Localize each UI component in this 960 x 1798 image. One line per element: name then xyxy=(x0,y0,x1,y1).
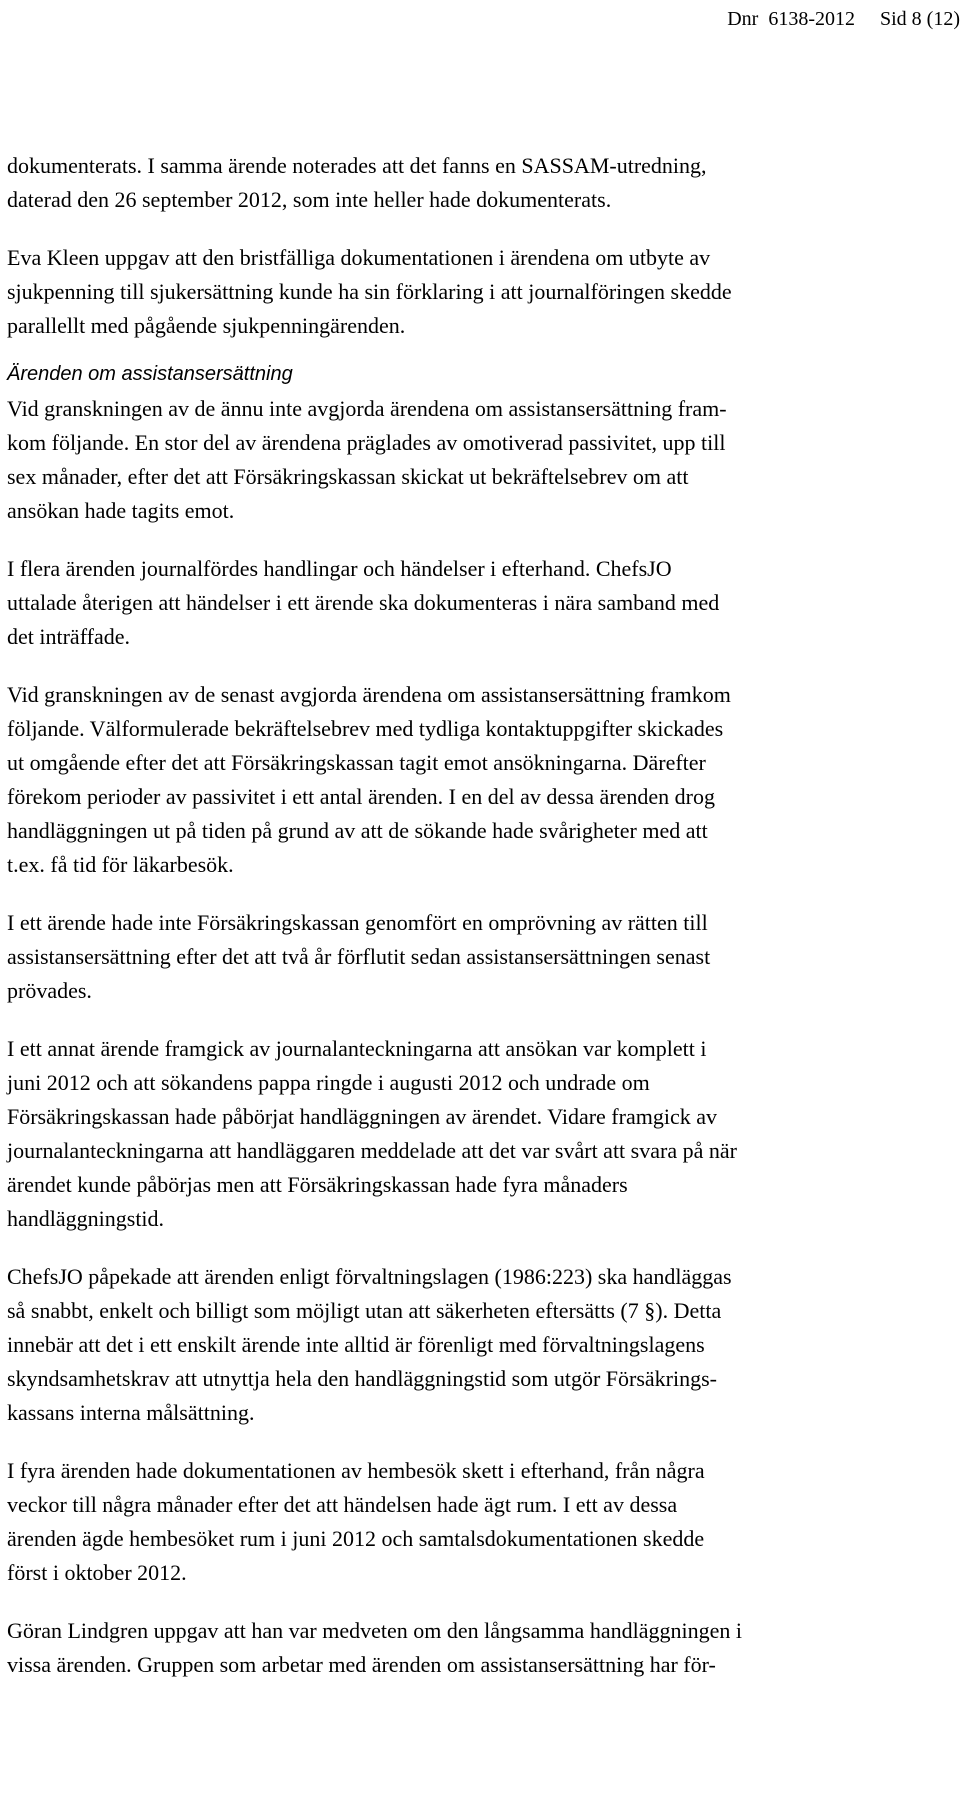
text-line: kassans interna målsättning. xyxy=(7,1400,255,1425)
text-line: så snabbt, enkelt och billigt som möjligt utan att säkerheten eftersätts (7 §). Detta xyxy=(7,1298,722,1323)
paragraph xyxy=(7,149,947,217)
text-line: uttalade återigen att händelser i ett ärende ska dokumenteras i nära samband med xyxy=(7,590,720,615)
text-line: ärendet kunde påbörjas men att Försäkringskassan hade fyra månaders xyxy=(7,1172,628,1197)
text-line: ChefsJO påpekade att ärenden enligt förvaltningslagen (1986:223) ska handläggas xyxy=(7,1264,732,1289)
text-line: vissa ärenden. Gruppen som arbetar med ärenden om assistansersättning har för- xyxy=(7,1652,716,1677)
text-line: Försäkringskassan hade påbörjat handläggningen av ärendet. Vidare framgick av xyxy=(7,1104,717,1129)
text-line: I ett annat ärende framgick av journalanteckningarna att ansökan var komplett i xyxy=(7,1036,707,1061)
document-body xyxy=(7,149,947,1682)
case-number: Dnr 6138-2012 xyxy=(727,8,855,30)
text-line: I flera ärenden journalfördes handlingar och händelser i efterhand. ChefsJO xyxy=(7,556,672,581)
text-line: dokumenterats. I samma ärende noterades att det fanns en SASSAM-utredning, xyxy=(7,153,707,178)
page-number: Sid 8 (12) xyxy=(880,8,960,30)
text-line: det inträffade. xyxy=(7,624,130,649)
paragraph xyxy=(7,1614,947,1682)
text-line: t.ex. få tid för läkarbesök. xyxy=(7,852,234,877)
section-heading: Ärenden om assistansersättning xyxy=(7,363,293,385)
text-line: parallellt med pågående sjukpenningärenden. xyxy=(7,313,406,338)
text-line: förekom perioder av passivitet i ett antal ärenden. I en del av dessa ärenden drog xyxy=(7,784,715,809)
text-line: Vid granskningen av de ännu inte avgjorda ärendena om assistansersättning fram- xyxy=(7,396,727,421)
text-line: skyndsamhetskrav att utnyttja hela den handläggningstid som utgör Försäkrings- xyxy=(7,1366,718,1391)
text-line: handläggningstid. xyxy=(7,1206,165,1231)
text-line: Vid granskningen av de senast avgjorda ärendena om assistansersättning framkom xyxy=(7,682,731,707)
text-line: handläggningen ut på tiden på grund av att de sökande hade svårigheter med att xyxy=(7,818,708,843)
text-line: Eva Kleen uppgav att den bristfälliga dokumentationen i ärendena om utbyte av xyxy=(7,245,711,270)
paragraph xyxy=(7,678,947,882)
text-line: ärenden ägde hembesöket rum i juni 2012 och samtalsdokumentationen skedde xyxy=(7,1526,705,1551)
text-line: daterad den 26 september 2012, som inte heller hade dokumenterats. xyxy=(7,187,612,212)
text-line: kom följande. En stor del av ärendena präglades av omotiverad passivitet, upp till xyxy=(7,430,726,455)
text-line: juni 2012 och att sökandens pappa ringde i augusti 2012 och undrade om xyxy=(7,1070,650,1095)
text-line: I fyra ärenden hade dokumentationen av hembesök skett i efterhand, från några xyxy=(7,1458,705,1483)
paragraph xyxy=(7,1260,947,1430)
text-line: först i oktober 2012. xyxy=(7,1560,187,1585)
text-line: ansökan hade tagits emot. xyxy=(7,498,235,523)
text-line: ut omgående efter det att Försäkringskassan tagit emot ansökningarna. Därefter xyxy=(7,750,706,775)
text-line: följande. Välformulerade bekräftelsebrev med tydliga kontaktuppgifter skickades xyxy=(7,716,724,741)
text-line: journalanteckningarna att handläggaren meddelade att det var svårt att svara på när xyxy=(7,1138,737,1163)
text-line: I ett ärende hade inte Försäkringskassan genomfört en omprövning av rätten till xyxy=(7,910,708,935)
text-line: veckor till några månader efter det att händelsen hade ägt rum. I ett av dessa xyxy=(7,1492,678,1517)
paragraph xyxy=(7,906,947,1008)
paragraph xyxy=(7,1032,947,1236)
text-line: prövades. xyxy=(7,978,92,1003)
text-line: sex månader, efter det att Försäkringskassan skickat ut bekräftelsebrev om att xyxy=(7,464,689,489)
text-line: Göran Lindgren uppgav att han var medveten om den långsamma handläggningen i xyxy=(7,1618,742,1643)
paragraph xyxy=(7,1454,947,1590)
text-line: assistansersättning efter det att två år förflutit sedan assistansersättningen senast xyxy=(7,944,711,969)
text-line: sjukpenning till sjukersättning kunde ha sin förklaring i att journalföringen skedde xyxy=(7,279,732,304)
paragraph xyxy=(7,552,947,654)
paragraph xyxy=(7,392,947,528)
paragraph xyxy=(7,241,947,343)
page-header xyxy=(727,6,960,32)
text-line: innebär att det i ett enskilt ärende inte alltid är förenligt med förvaltningslagens xyxy=(7,1332,705,1357)
